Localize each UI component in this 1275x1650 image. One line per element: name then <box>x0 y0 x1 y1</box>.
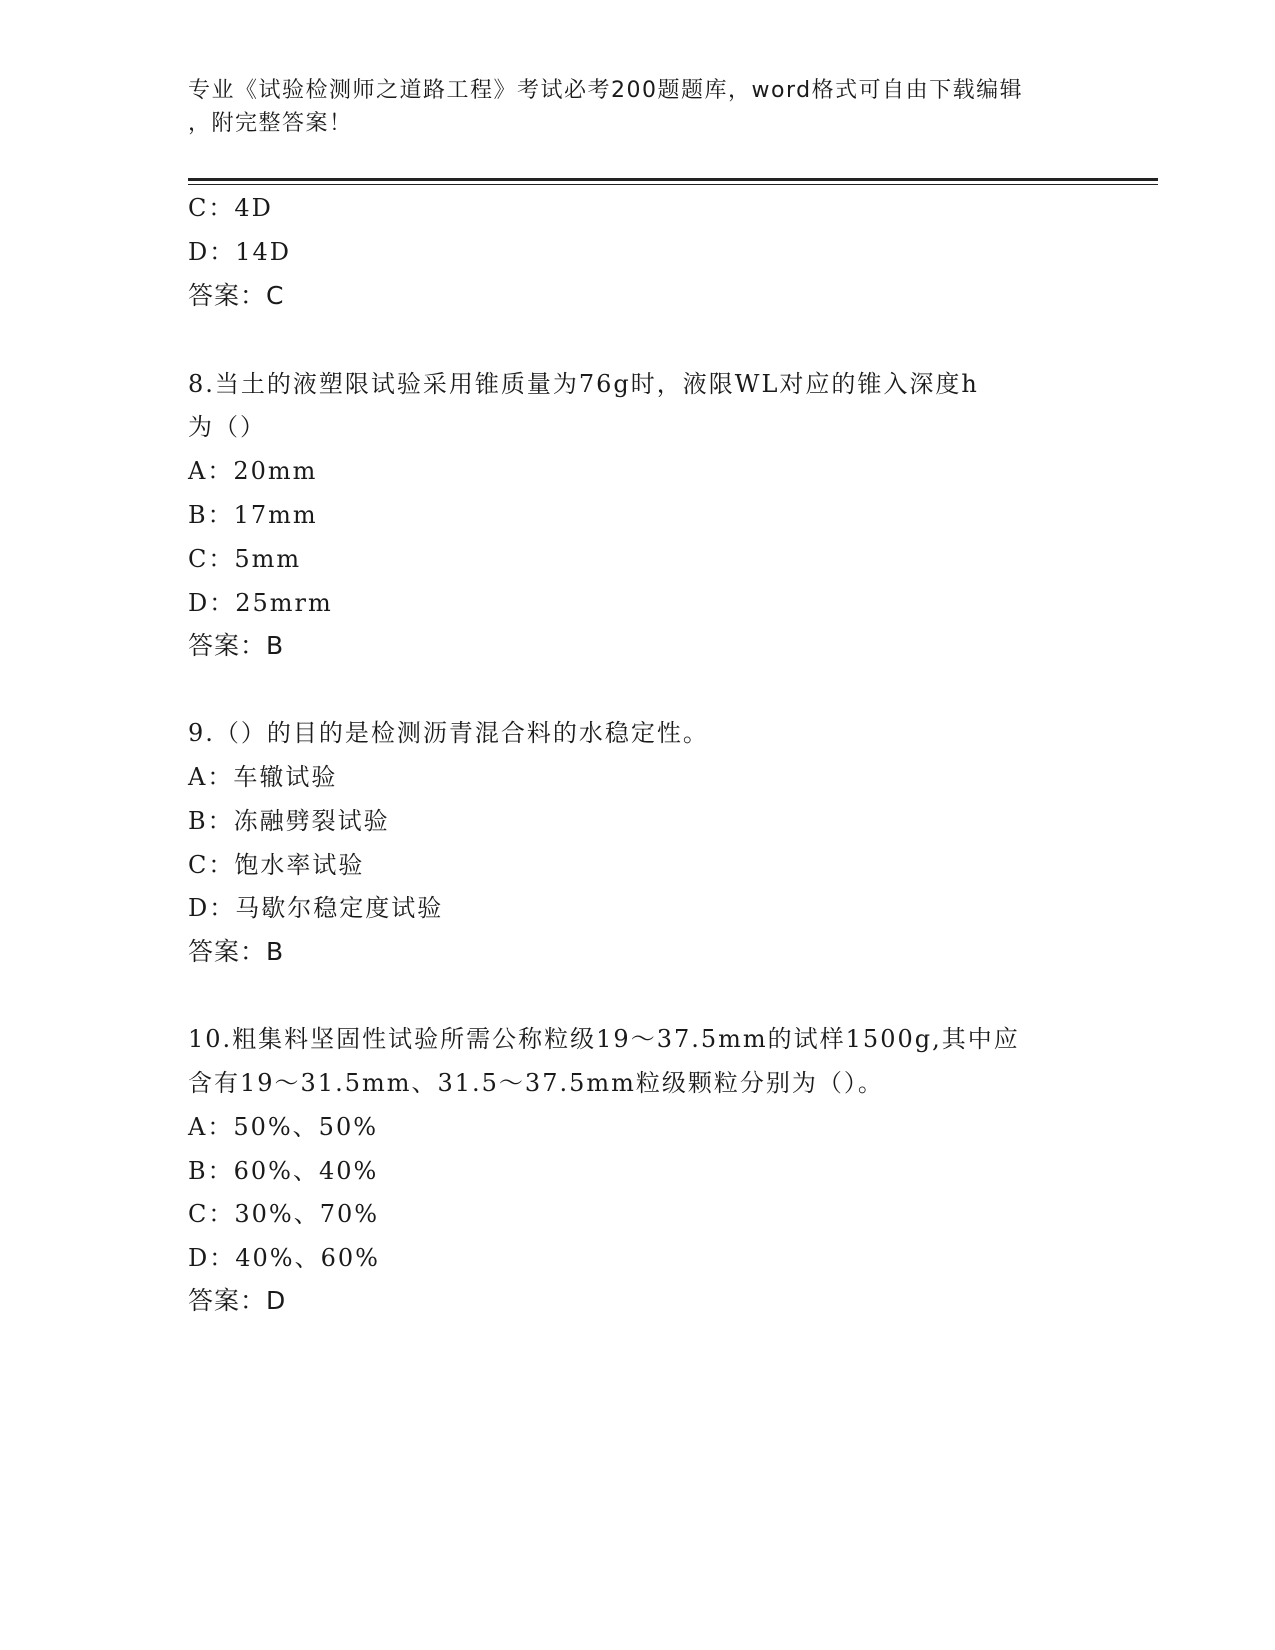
q10-stem-line-1: 10.粗集料坚固性试验所需公称粒级19～37.5mm的试样1500g,其中应 <box>188 1025 1020 1053</box>
q10-option-a: A：50%、50% <box>188 1113 379 1141</box>
q10-answer: 答案：D <box>188 1286 287 1315</box>
header-divider-thin <box>188 184 1158 185</box>
q7-option-c: C：4D <box>188 194 273 222</box>
q7-answer: 答案：C <box>188 281 285 310</box>
q9-answer: 答案：B <box>188 937 285 966</box>
q10-stem-line-2: 含有19～31.5mm、31.5～37.5mm粒级颗粒分别为（）。 <box>188 1069 884 1097</box>
q9-option-d: D：马歇尔稳定度试验 <box>188 894 444 922</box>
q7-option-d: D：14D <box>188 238 292 266</box>
q8-option-c: C：5mm <box>188 545 302 573</box>
q8-stem-line-2: 为（） <box>188 413 266 441</box>
q9-option-b: B：冻融劈裂试验 <box>188 807 390 835</box>
q9-option-c: C：饱水率试验 <box>188 851 365 879</box>
q8-stem-line-1: 8.当土的液塑限试验采用锥质量为76g时，液限WL对应的锥入深度h <box>188 370 979 398</box>
q8-option-a: A：20mm <box>188 457 318 485</box>
q8-option-d: D：25mrm <box>188 589 333 617</box>
document-header <box>188 74 1068 140</box>
q8-answer: 答案：B <box>188 631 285 660</box>
q10-option-d: D：40%、60% <box>188 1244 380 1272</box>
header-divider-thick <box>188 178 1158 181</box>
q9-stem-line-1: 9.（）的目的是检测沥青混合料的水稳定性。 <box>188 719 709 747</box>
header-title-line-2: ，附完整答案！ <box>188 111 353 136</box>
header-title-line-1: 专业《试验检测师之道路工程》考试必考200题题库，word格式可自由下载编辑 <box>188 78 1024 103</box>
q9-option-a: A：车辙试验 <box>188 763 338 791</box>
q8-option-b: B：17mm <box>188 501 318 529</box>
q10-option-b: B：60%、40% <box>188 1157 379 1185</box>
q10-option-c: C：30%、70% <box>188 1200 380 1228</box>
